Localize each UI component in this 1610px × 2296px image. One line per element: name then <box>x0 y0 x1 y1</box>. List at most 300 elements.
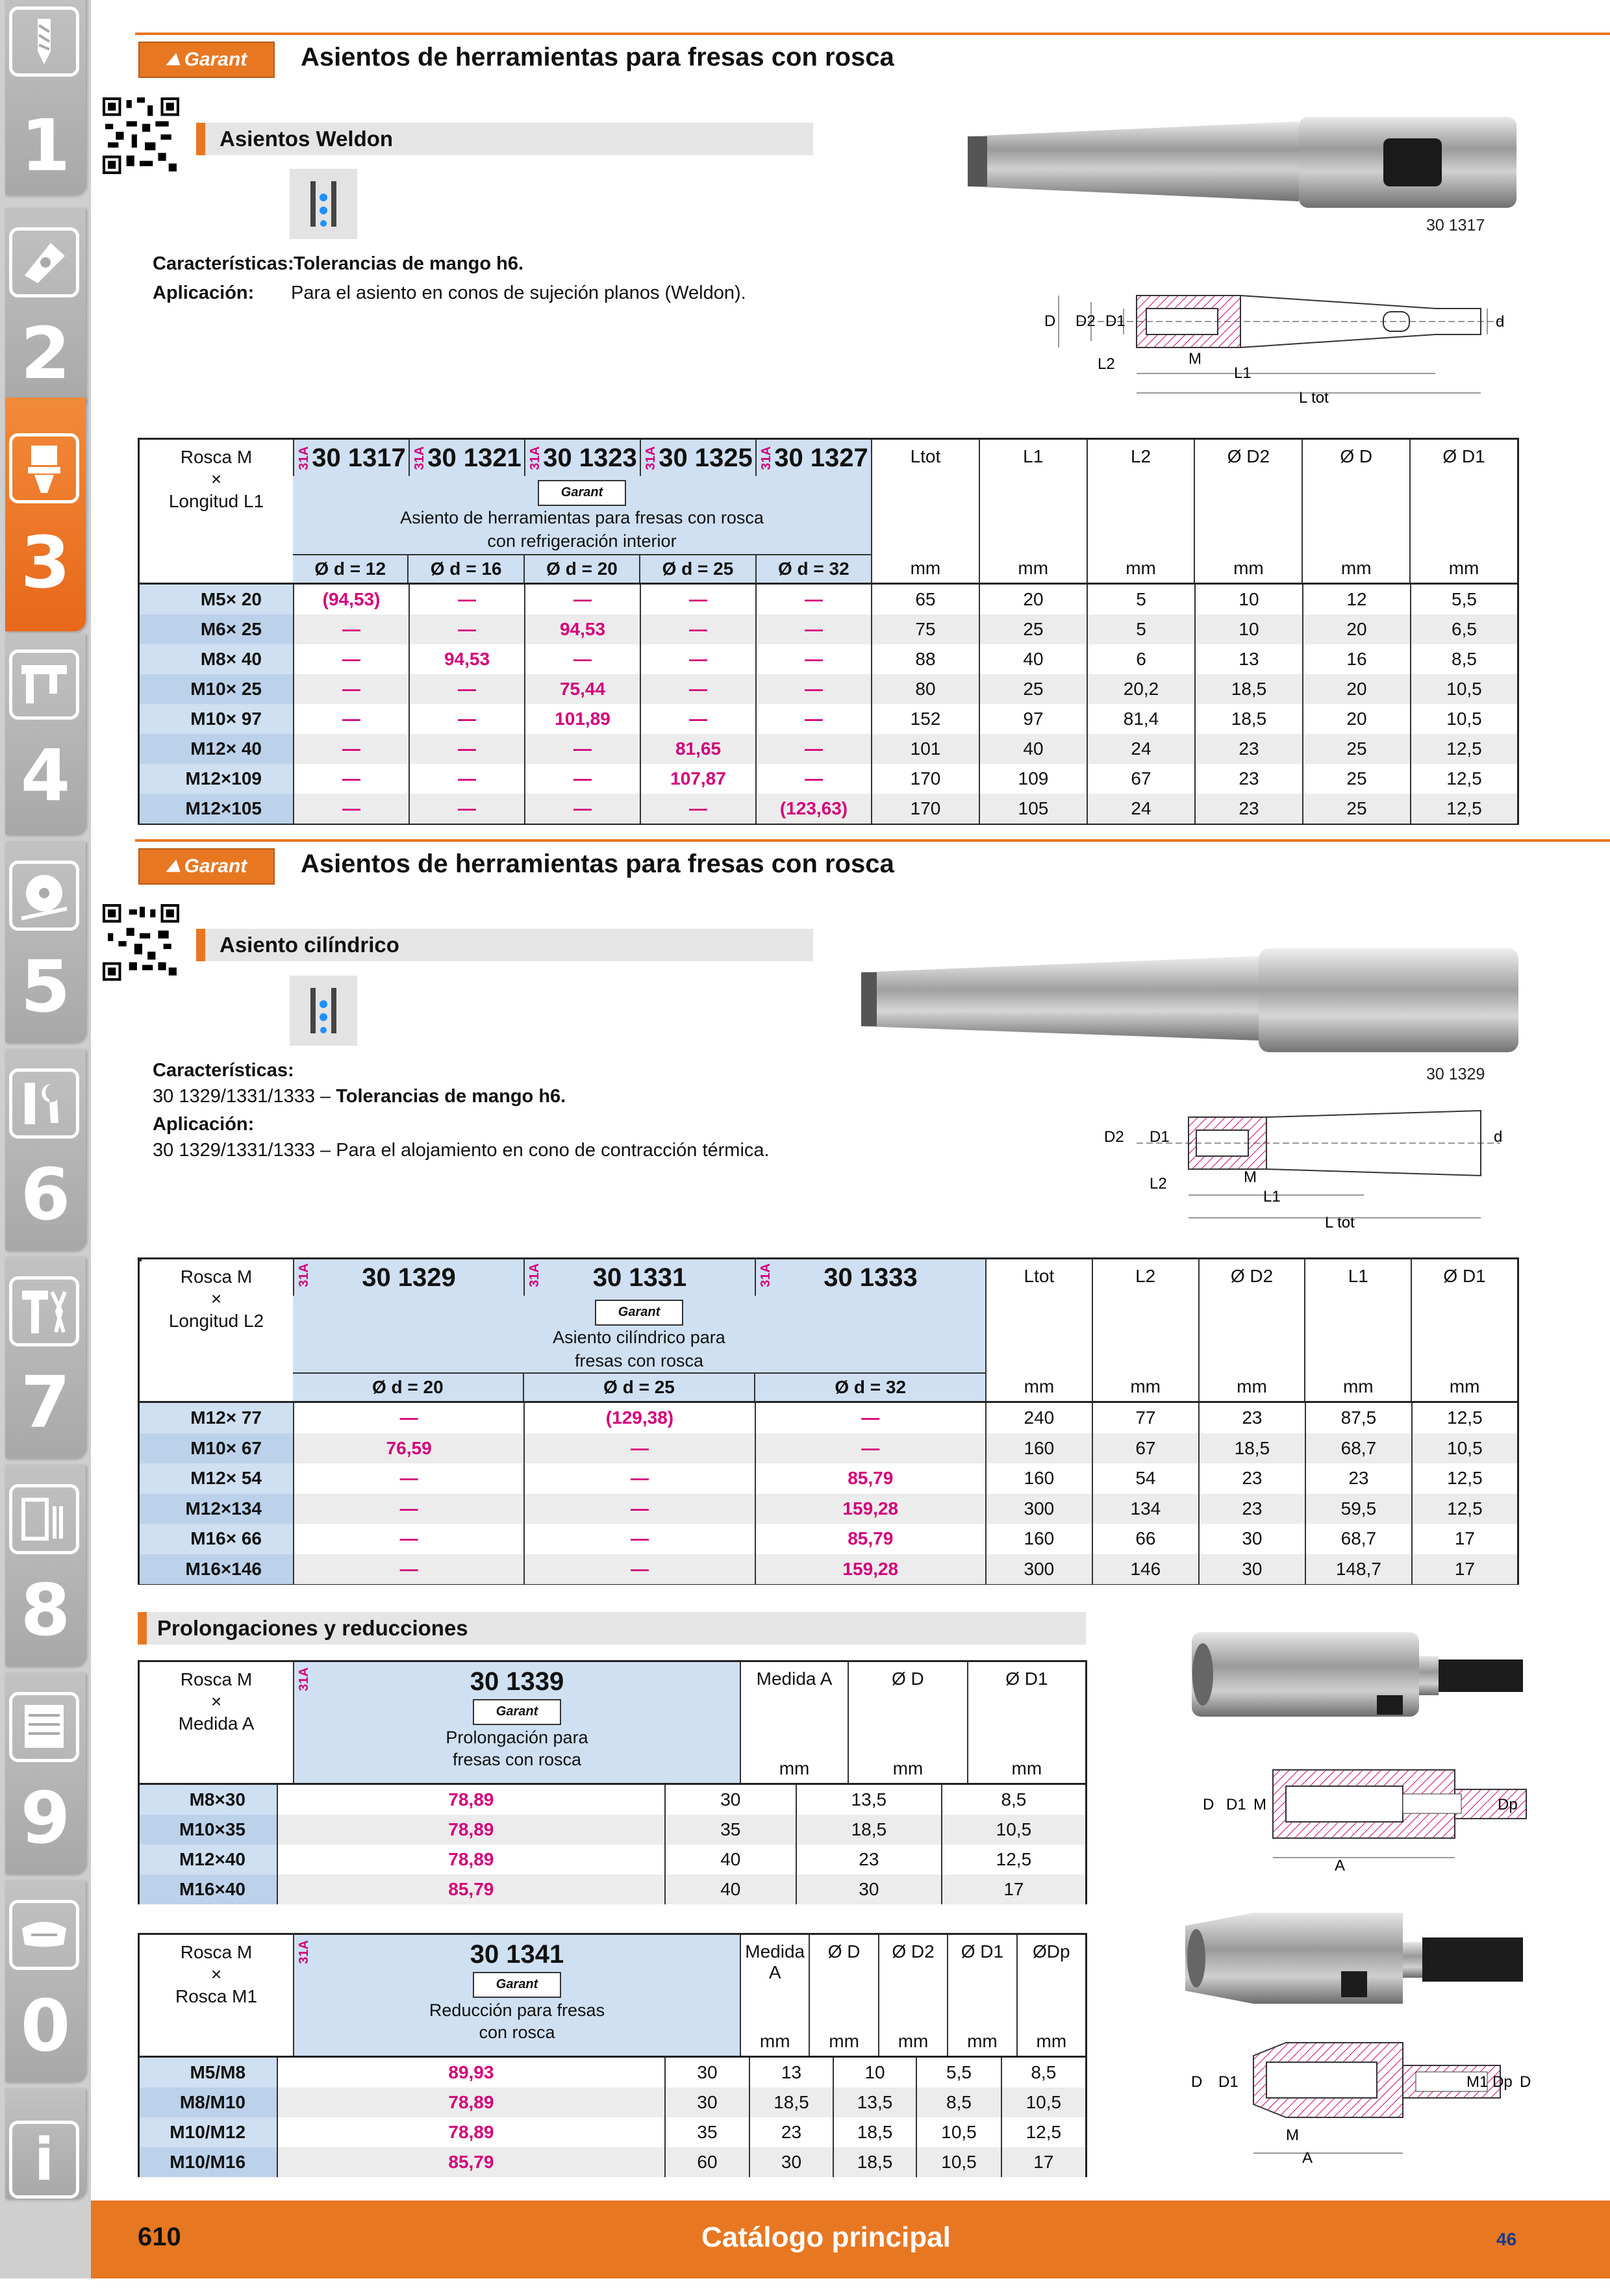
svg-text:D2: D2 <box>1104 1128 1124 1146</box>
dimension-cell: 5,5 <box>1410 585 1517 614</box>
dimension-cell: 101 <box>871 734 979 764</box>
svg-text:L tot: L tot <box>1325 1214 1355 1231</box>
price-cell: — <box>293 614 409 644</box>
price-cell[interactable]: 81,65 <box>640 734 755 764</box>
dimension-cell: 25 <box>1302 764 1410 794</box>
price-cell[interactable]: 76,59 <box>293 1433 523 1464</box>
dimension-cell: 6 <box>1087 644 1194 674</box>
dimension-cell: 23 <box>1194 794 1302 824</box>
table-row <box>140 644 1517 674</box>
chapter-number: 2 <box>20 312 71 395</box>
price-cell: — <box>293 1494 523 1524</box>
price-cell: — <box>293 764 409 794</box>
chapter-tab-0[interactable] <box>0 1880 91 2088</box>
subsection-bar: Asiento cilíndrico <box>196 929 813 961</box>
dimension-cell: 23 <box>1198 1463 1305 1494</box>
hammer-pliers-icon <box>9 1276 79 1346</box>
dimension-cell: 30 <box>664 2088 749 2117</box>
dimension-cell: 10 <box>833 2058 916 2088</box>
qr-code-icon <box>103 904 179 981</box>
table-row <box>140 764 1517 794</box>
dimension-cell: 160 <box>985 1463 1092 1494</box>
price-cell: — <box>524 764 640 794</box>
svg-text:D: D <box>1044 312 1056 330</box>
chapter-number: 6 <box>20 1153 71 1236</box>
price-cell[interactable]: 89,93 <box>277 2058 664 2088</box>
row-label: M8/M10 <box>140 2088 277 2117</box>
svg-text:A: A <box>1335 1857 1346 1874</box>
table-label-header: Rosca M × Rosca M1 <box>175 1942 258 2006</box>
application-label: Aplicación: <box>153 283 255 303</box>
cylindrical-technical-drawing <box>1098 1098 1526 1241</box>
dimension-cell: 152 <box>871 704 979 734</box>
chapter-number: 1 <box>20 104 71 187</box>
price-cell: — <box>640 674 755 704</box>
row-label: M10× 67 <box>140 1433 293 1464</box>
table-row <box>140 614 1517 644</box>
dimension-cell: 18,5 <box>1198 1433 1305 1464</box>
chapter-number: 7 <box>20 1361 71 1444</box>
drill-icon <box>9 6 79 77</box>
weldon-table <box>138 438 1519 825</box>
dimension-cell: 30 <box>1198 1554 1305 1585</box>
dimension-cell: 6,5 <box>1410 614 1517 644</box>
dimension-cell: 18,5 <box>1194 704 1302 734</box>
price-cell: — <box>293 644 409 674</box>
price-cell[interactable]: 101,89 <box>524 704 640 734</box>
section-divider <box>135 839 1610 842</box>
table-row <box>140 1433 1517 1464</box>
table-row <box>140 1524 1517 1554</box>
svg-text:A: A <box>1302 2149 1313 2167</box>
subsection-bar: Prolongaciones y reducciones <box>138 1612 1086 1645</box>
table-row <box>140 1494 1517 1524</box>
price-cell[interactable]: 75,44 <box>524 674 640 704</box>
dimension-cell: 30 <box>749 2147 833 2177</box>
dimension-cell: 25 <box>1302 734 1410 764</box>
svg-text:D1: D1 <box>1218 2073 1239 2091</box>
photo-article-code: 30 1317 <box>1426 216 1485 234</box>
article-30-1329[interactable]: 31A 30 1329 <box>293 1259 523 1296</box>
price-cell[interactable]: 85,79 <box>277 1874 664 1904</box>
dimension-cell: 20,2 <box>1087 674 1194 704</box>
dimension-cell: 68,7 <box>1305 1524 1411 1554</box>
chapter-tab-7[interactable] <box>0 1257 91 1465</box>
dimension-cell: 25 <box>979 614 1087 644</box>
price-cell: — <box>523 1494 754 1524</box>
dimension-cell: 80 <box>871 674 979 704</box>
dimension-cell: 12,5 <box>1410 764 1517 794</box>
dimension-cell: 18,5 <box>833 2147 916 2177</box>
tool-cabinet-icon <box>9 1692 79 1762</box>
chapter-tab-6[interactable] <box>0 1049 91 1257</box>
reduction-technical-drawing <box>1182 2030 1533 2176</box>
dimension-cell: 8,5 <box>1001 2058 1085 2088</box>
dimension-cell: 8,5 <box>916 2088 1000 2117</box>
weldon-technical-drawing <box>1033 266 1526 419</box>
price-cell: — <box>409 674 524 704</box>
dimension-cell: 12,5 <box>1410 794 1517 824</box>
table-label-header: Rosca M × Longitud L1 <box>168 447 264 511</box>
article-30-1339[interactable]: 30 1339 <box>470 1667 564 1696</box>
price-cell[interactable]: 85,79 <box>277 2147 664 2177</box>
reduction-table-body <box>140 2056 1085 2177</box>
chapter-tab-9[interactable] <box>0 1672 91 1880</box>
price-cell[interactable]: 107,87 <box>640 764 755 794</box>
price-cell[interactable]: (94,53) <box>293 585 409 614</box>
diameter-row: Ø d = 12 Ø d = 16 Ø d = 20 Ø d = 25 Ø d = 32 <box>293 554 871 583</box>
svg-text:D1: D1 <box>1105 312 1126 330</box>
dimension-cell: 12,5 <box>1411 1494 1517 1524</box>
dimension-cell: 68,7 <box>1305 1433 1411 1464</box>
dimension-cell: 18,5 <box>833 2117 916 2147</box>
features-line: 30 1329/1331/1333 – Tolerancias de mango h6. <box>153 1086 566 1107</box>
dimension-cell: 10,5 <box>1001 2088 1085 2117</box>
features-text: Tolerancias de mango h6. <box>294 253 524 274</box>
svg-text:M: M <box>1244 1168 1257 1186</box>
article-30-1325[interactable]: 31A 30 1325 <box>640 440 755 476</box>
dimension-headers: Medida A mm Ø D mm Ø D1 mm <box>740 1662 1085 1783</box>
dimension-cell: 240 <box>985 1403 1092 1433</box>
table-row <box>140 585 1517 614</box>
dimension-cell: 60 <box>664 2147 749 2177</box>
price-cell[interactable]: 78,89 <box>277 1815 664 1845</box>
svg-text:M: M <box>1189 350 1201 368</box>
chapter-tab-8[interactable] <box>0 1465 91 1672</box>
price-cell: — <box>523 1554 754 1585</box>
price-cell[interactable]: (129,38) <box>523 1403 754 1433</box>
dimension-cell: 23 <box>749 2117 833 2147</box>
row-label: M12× 40 <box>140 734 293 764</box>
dimension-cell: 5 <box>1087 614 1194 644</box>
price-cell: — <box>409 794 524 824</box>
weldon-holder-photo <box>961 114 1520 214</box>
svg-text:M: M <box>1253 1796 1266 1813</box>
svg-text:L2: L2 <box>1098 355 1115 373</box>
chapter-sidebar <box>0 0 91 2278</box>
svg-text:Dp: Dp <box>1498 1796 1518 1813</box>
svg-text:d: d <box>1494 1128 1503 1146</box>
chapter-tab-2[interactable] <box>0 208 91 416</box>
dimension-cell: 18,5 <box>796 1815 941 1845</box>
price-cell: — <box>523 1524 754 1554</box>
price-cell: — <box>755 585 871 614</box>
article-30-1321[interactable]: 31A 30 1321 <box>409 440 524 476</box>
price-cell: — <box>523 1463 754 1494</box>
page-number: 610 <box>138 2223 181 2251</box>
photo-article-code: 30 1329 <box>1426 1065 1485 1083</box>
chapter-number: 5 <box>20 945 71 1028</box>
dimension-cell: 20 <box>1302 614 1410 644</box>
price-cell[interactable]: 85,79 <box>755 1463 985 1494</box>
dimension-cell: 65 <box>871 585 979 614</box>
dimension-cell: 30 <box>664 2058 749 2088</box>
dimension-headers: Ltot mm L1 mm L2 mm Ø D2 mm Ø D mm Ø D1 mm <box>871 440 1517 583</box>
dimension-cell: 23 <box>796 1845 941 1874</box>
chapter-number: 0 <box>20 1984 71 2067</box>
price-cell[interactable]: 94,53 <box>524 614 640 644</box>
row-label: M10×35 <box>140 1815 277 1845</box>
table-row <box>140 1815 1085 1845</box>
chapter-number: 9 <box>20 1776 71 1860</box>
article-30-1317[interactable]: 31A 30 1317 <box>293 440 409 476</box>
price-cell[interactable]: 85,79 <box>755 1524 985 1554</box>
dimension-cell: 12,5 <box>1411 1403 1517 1433</box>
article-header-block: 31A 30 1341 Garant Reducción para fresas con rosca <box>293 1935 740 2056</box>
dimension-cell: 40 <box>979 734 1087 764</box>
dimension-cell: 10,5 <box>941 1815 1085 1845</box>
table-row <box>140 1403 1517 1433</box>
article-30-1323[interactable]: 31A 30 1323 <box>524 440 640 476</box>
price-cell[interactable]: 78,89 <box>277 1785 664 1815</box>
dimension-cell: 134 <box>1092 1494 1198 1524</box>
price-cell[interactable]: 159,28 <box>755 1554 985 1585</box>
table-row <box>140 1785 1085 1815</box>
dimension-cell: 25 <box>1302 794 1410 824</box>
price-cell: — <box>640 704 755 734</box>
article-30-1331[interactable]: 31A 30 1331 <box>523 1259 755 1296</box>
dimension-cell: 75 <box>871 614 979 644</box>
dimension-cell: 300 <box>985 1494 1092 1524</box>
application-text: Para el asiento en conos de sujeción planos (Weldon). <box>291 283 746 303</box>
row-label: M12×105 <box>140 794 293 824</box>
dimension-cell: 30 <box>1198 1524 1305 1554</box>
section-divider <box>135 32 1610 35</box>
page-footer <box>91 2201 1610 2278</box>
price-cell[interactable]: 78,89 <box>277 2088 664 2117</box>
application-text: 30 1329/1331/1333 – Para el alojamiento en cono de contracción térmica. <box>153 1140 770 1161</box>
cylindrical-holder-photo <box>856 943 1522 1060</box>
chapter-tab-1[interactable] <box>0 0 91 208</box>
row-label: M16× 66 <box>140 1524 293 1554</box>
dimension-cell: 20 <box>1302 674 1410 704</box>
chapter-number: 3 <box>20 521 71 604</box>
dimension-cell: 8,5 <box>1410 644 1517 674</box>
dimension-cell: 10,5 <box>1411 1433 1517 1464</box>
dimension-cell: 17 <box>1001 2147 1085 2177</box>
article-30-1327[interactable]: 31A 30 1327 <box>755 440 871 476</box>
article-header-block: 31A 30 1339 Garant Prolongación para fresas con rosca <box>293 1662 740 1783</box>
extension-table-body <box>140 1783 1085 1904</box>
info-icon: i <box>9 2121 79 2199</box>
dimension-cell: 66 <box>1092 1524 1198 1554</box>
dimension-cell: 12,5 <box>941 1845 1085 1874</box>
svg-text:L1: L1 <box>1234 364 1252 382</box>
price-cell: — <box>640 644 755 674</box>
table-row <box>140 1874 1085 1904</box>
table-row <box>140 2117 1085 2147</box>
extension-technical-drawing <box>1195 1754 1533 1887</box>
dimension-cell: 12,5 <box>1411 1463 1517 1494</box>
price-cell: — <box>293 794 409 824</box>
dimension-cell: 23 <box>1198 1403 1305 1433</box>
price-cell[interactable]: 78,89 <box>277 2117 664 2147</box>
dimension-cell: 12,5 <box>1001 2117 1085 2147</box>
price-cell[interactable]: 159,28 <box>755 1494 985 1524</box>
table-row <box>140 2147 1085 2177</box>
dimension-cell: 160 <box>985 1524 1092 1554</box>
safety-goggles-icon <box>9 1900 79 1970</box>
dimension-cell: 109 <box>979 764 1087 794</box>
price-cell: — <box>755 734 871 764</box>
extension-table <box>138 1660 1087 1904</box>
dimension-cell: 146 <box>1092 1554 1198 1585</box>
price-cell: — <box>293 1524 523 1554</box>
price-cell: — <box>755 614 871 644</box>
dimension-cell: 17 <box>941 1874 1085 1904</box>
dimension-cell: 67 <box>1087 764 1194 794</box>
reduction-table <box>138 1933 1087 2177</box>
price-cell: — <box>524 644 640 674</box>
article-numbers <box>293 440 871 476</box>
weldon-table-body <box>140 583 1517 824</box>
price-cell: — <box>640 614 755 644</box>
row-label: M12× 77 <box>140 1403 293 1433</box>
table-label-header: Rosca M × Longitud L2 <box>168 1267 264 1331</box>
dimension-cell: 77 <box>1092 1403 1198 1433</box>
dimension-cell: 12 <box>1302 585 1410 614</box>
dimension-cell: 18,5 <box>749 2088 833 2117</box>
features-label: Características: <box>153 1060 294 1081</box>
row-label: M12×40 <box>140 1845 277 1874</box>
price-cell: — <box>755 674 871 704</box>
dimension-cell: 54 <box>1092 1463 1198 1494</box>
dimension-cell: 23 <box>1194 734 1302 764</box>
dimension-cell: 16 <box>1302 644 1410 674</box>
dimension-cell: 59,5 <box>1305 1494 1411 1524</box>
dimension-cell: 10 <box>1194 614 1302 644</box>
price-cell: — <box>523 1433 754 1464</box>
row-label: M10× 25 <box>140 674 293 704</box>
price-cell[interactable]: (123,63) <box>755 794 871 824</box>
svg-text:D1: D1 <box>1150 1128 1170 1146</box>
price-cell: — <box>409 734 524 764</box>
footer-page-right: 46 <box>1496 2229 1517 2249</box>
chapter-tab-5[interactable] <box>0 841 91 1049</box>
svg-text:D: D <box>1520 2073 1531 2091</box>
cylindrical-table-frame <box>138 1257 1519 1585</box>
table-row <box>140 674 1517 704</box>
row-label: M10/M12 <box>140 2117 277 2147</box>
svg-text:d: d <box>1496 313 1505 331</box>
dimension-cell: 13,5 <box>796 1785 941 1815</box>
dimension-cell: 40 <box>664 1845 796 1874</box>
dimension-cell: 35 <box>664 2117 749 2147</box>
dimension-cell: 30 <box>664 1785 796 1815</box>
svg-text:L1: L1 <box>1263 1188 1281 1205</box>
dimension-cell: 23 <box>1198 1494 1305 1524</box>
svg-text:D2: D2 <box>1075 312 1096 330</box>
application-label: Aplicación: <box>153 1114 255 1135</box>
dimension-cell: 20 <box>979 585 1087 614</box>
cylindrical-table-body <box>140 1401 1517 1584</box>
price-cell: — <box>755 1433 985 1464</box>
dimension-cell: 160 <box>985 1433 1092 1464</box>
price-cell: — <box>293 1463 523 1494</box>
chapter-tab-4[interactable] <box>0 633 91 841</box>
features-label: Características: <box>153 253 294 274</box>
price-cell: — <box>409 585 524 614</box>
row-label: M10× 97 <box>140 704 293 734</box>
wrench-icon <box>9 1068 79 1139</box>
saw-blade-icon <box>9 861 79 931</box>
row-label: M12×134 <box>140 1494 293 1524</box>
row-label: M12×109 <box>140 764 293 794</box>
svg-text:D1: D1 <box>1226 1796 1246 1813</box>
table-row <box>140 734 1517 764</box>
price-cell: — <box>409 614 524 644</box>
dimension-cell: 30 <box>796 1874 941 1904</box>
price-cell: — <box>293 1403 523 1433</box>
dimension-cell: 87,5 <box>1305 1403 1411 1433</box>
section-title: Asientos de herramientas para fresas con rosca <box>301 43 894 71</box>
article-30-1333[interactable]: 31A 30 1333 <box>755 1259 985 1296</box>
price-cell: — <box>524 794 640 824</box>
row-label: M8×30 <box>140 1785 277 1815</box>
article-30-1341[interactable]: 30 1341 <box>470 1940 564 1969</box>
dimension-cell: 17 <box>1411 1554 1517 1585</box>
price-cell: — <box>755 1403 985 1433</box>
chapter-tab-info[interactable] <box>0 2088 91 2296</box>
dimension-headers: Ltot mm L2 mm Ø D2 mm L1 mm Ø D1 mm <box>985 1259 1517 1401</box>
dimension-cell: 35 <box>664 1815 796 1845</box>
dimension-cell: 24 <box>1087 794 1194 824</box>
price-cell[interactable]: 94,53 <box>409 644 524 674</box>
dimension-cell: 105 <box>979 794 1087 824</box>
price-cell: — <box>524 734 640 764</box>
price-cell: — <box>293 704 409 734</box>
dimension-cell: 10,5 <box>1410 704 1517 734</box>
garant-logo: ⛰ Garant <box>138 848 275 885</box>
dimension-headers: Medida A mm Ø D mm Ø D2 mm Ø D1 mm ØDp mm <box>740 1935 1085 2056</box>
qr-code-icon <box>103 97 179 174</box>
dimension-cell: 170 <box>871 764 979 794</box>
garant-logo: ⛰ Garant <box>138 42 275 78</box>
price-cell: — <box>755 764 871 794</box>
reduction-photo <box>1182 1906 1526 2013</box>
price-cell: — <box>409 704 524 734</box>
price-cell: — <box>755 644 871 674</box>
dimension-cell: 40 <box>664 1874 796 1904</box>
table-row <box>140 704 1517 734</box>
dimension-cell: 67 <box>1092 1433 1198 1464</box>
extension-photo <box>1189 1627 1526 1728</box>
dimension-cell: 10 <box>1194 585 1302 614</box>
workshop-icon <box>9 1484 79 1554</box>
svg-text:Dp: Dp <box>1492 2073 1513 2091</box>
dimension-cell: 24 <box>1087 734 1194 764</box>
dimension-cell: 10,5 <box>916 2117 1000 2147</box>
article-description: Garant Asiento de herramientas para fresas con rosca con refrigeración interior <box>293 479 871 553</box>
price-cell[interactable]: 78,89 <box>277 1845 664 1874</box>
svg-text:D: D <box>1203 1796 1214 1813</box>
dimension-cell: 8,5 <box>941 1785 1085 1815</box>
row-label: M16×146 <box>140 1554 293 1585</box>
dimension-cell: 13 <box>749 2058 833 2088</box>
svg-text:M1: M1 <box>1466 2073 1489 2091</box>
milling-insert-icon <box>9 227 79 297</box>
price-cell: — <box>640 794 755 824</box>
row-label: M10/M16 <box>140 2147 277 2177</box>
chapter-tab-3[interactable] <box>0 397 91 605</box>
price-cell: — <box>640 585 755 614</box>
dimension-cell: 13,5 <box>833 2088 916 2117</box>
svg-text:M: M <box>1286 2126 1299 2144</box>
price-cell: — <box>293 1554 523 1585</box>
dimension-cell: 40 <box>979 644 1087 674</box>
dimension-cell: 148,7 <box>1305 1554 1411 1585</box>
chapter-number: 4 <box>20 734 71 817</box>
